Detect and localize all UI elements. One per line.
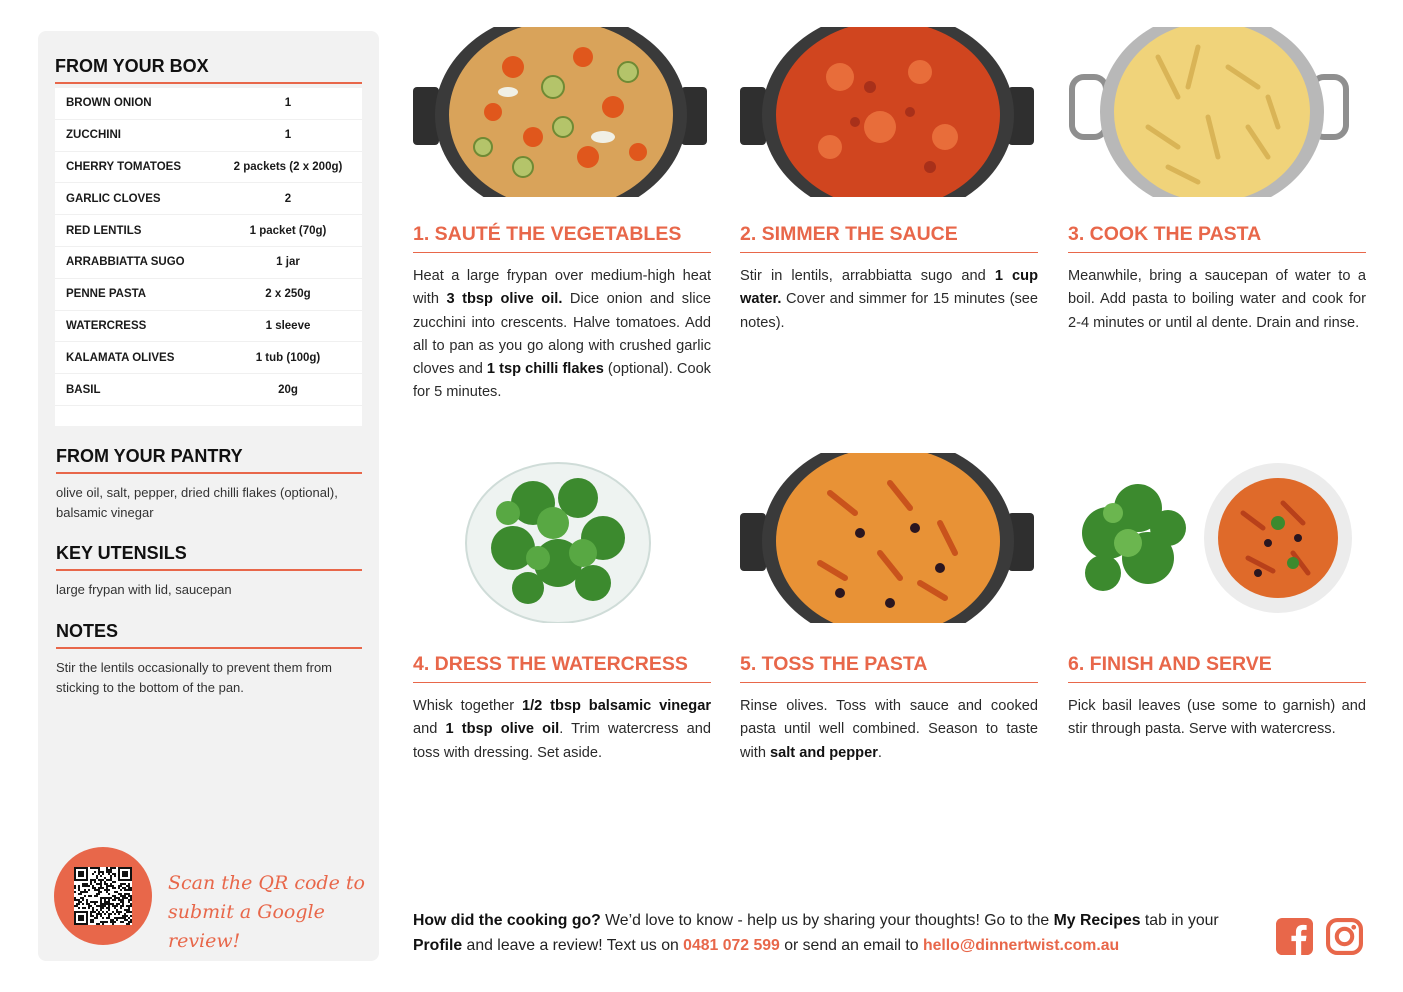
step-1 [413,27,711,405]
step-text-bold: 1 cup water. [740,268,1038,308]
step-4-body [413,695,711,765]
footer-email-link[interactable]: hello@dinnertwist.com.au [922,937,1120,954]
ingredient-row [55,342,362,374]
footer-text-1: We’d love to know - help us by sharing your thoughts! Go to the [600,912,1054,929]
step-text: . Trim watercress and toss with dressing. Set aside. [413,721,711,761]
step-text: Rinse olives. Toss with sauce and cooked pasta until well combined. Season to taste with [740,698,1038,761]
ingredient-row [55,215,362,247]
footer-text-2: tab in your [1140,912,1219,929]
instagram-icon[interactable] [1326,918,1363,955]
step-text-bold: 1/2 tbsp balsamic vinegar [521,698,711,714]
ingredient-name: KALAMATA OLIVES [66,351,175,364]
step-3 [1068,27,1366,335]
step-text-bold: 1 tbsp olive oil [445,721,560,738]
step-2 [740,27,1038,335]
ingredient-name: BROWN ONION [66,97,152,110]
ingredients-table [55,88,362,426]
step-3-body [1068,265,1366,335]
notes-title: NOTES [56,621,362,649]
ingredient-row [55,152,362,184]
ingredient-name: ARRABBIATTA SUGO [66,256,185,269]
footer-my-recipes: My Recipes [1053,912,1141,929]
footer-profile: Profile [413,937,463,954]
facebook-icon[interactable] [1276,918,1313,955]
ingredient-row [55,374,362,406]
ingredient-quantity: 1 [284,129,292,142]
step-2-body [740,265,1038,335]
ingredient-row [55,247,362,279]
ingredient-name: RED LENTILS [66,224,142,237]
sidebar [38,31,379,961]
pantry-section [56,446,362,523]
step-text: Whisk together [413,698,522,714]
ingredient-quantity: 1 [284,97,292,110]
ingredient-name: WATERCRESS [66,319,147,332]
step-text-bold: 3 tbsp olive oil. [446,291,563,308]
ingredient-quantity: 1 sleeve [265,319,311,332]
ingredient-row [55,311,362,343]
step-6-title: 6. FINISH AND SERVE [1068,653,1366,683]
step-4-photo-watercress-bowl [413,453,711,623]
step-text: . [877,744,882,761]
ingredient-name: GARLIC CLOVES [66,192,161,205]
ingredient-name: ZUCCHINI [66,129,121,142]
step-1-body [413,265,711,405]
step-5 [740,453,1038,765]
utensils-text: large frypan with lid, saucepan [56,582,232,597]
step-text: and [413,721,446,738]
step-4 [413,453,711,765]
notes-text: Stir the lentils occasionally to prevent them from sticking to the bottom of the pan. [56,660,333,695]
ingredient-name: PENNE PASTA [66,288,147,301]
step-text: Meanwhile, bring a saucepan of water to a boil. Add pasta to boiling water and cook for 2-4 minutes or until al dente. Drain and rinse. [1068,268,1366,331]
feedback-footer [413,908,1263,958]
step-1-photo-pan-vegetables [413,27,711,197]
pantry-text: olive oil, salt, pepper, dried chilli flakes (optional), balsamic vinegar [56,485,338,520]
ingredient-quantity: 2 x 250g [265,288,311,301]
footer-text-4: or send an email to [779,937,923,954]
ingredient-quantity: 1 tub (100g) [255,351,321,364]
step-text-bold: salt and pepper [770,744,878,761]
step-text: (optional). Cook for 5 minutes. [413,361,711,401]
ingredient-quantity: 20g [278,383,298,396]
ingredient-quantity: 2 packets (2 x 200g) [233,160,343,173]
ingredient-name: BASIL [66,383,101,396]
footer-text-3: and leave a review! Text us on [462,937,684,954]
qr-caption [168,869,368,956]
utensils-title: KEY UTENSILS [56,543,362,571]
step-text-bold: 1 tsp chilli flakes [486,361,604,378]
step-text: Heat a large frypan over medium-high heat with [413,268,711,308]
ingredient-quantity: 2 [284,192,292,205]
ingredient-row [55,279,362,311]
footer-question: How did the cooking go? [413,912,601,929]
footer-phone-link[interactable]: 0481 072 599 [683,937,780,954]
qr-caption-line2: submit a Google review! [168,901,325,952]
step-4-title: 4. DRESS THE WATERCRESS [413,653,711,683]
qr-code-icon [74,867,132,925]
notes-section [56,621,362,698]
qr-badge [54,847,152,945]
step-text: Stir in lentils, arrabbiatta sugo and [740,268,995,284]
ingredient-row [55,183,362,215]
step-text: Dice onion and slice zucchini into crescents. Halve tomatoes. Add all to pan as you go along with crushed garlic cloves and [413,291,712,378]
from-your-box-title: FROM YOUR BOX [55,56,362,84]
ingredient-quantity: 1 jar [276,256,300,269]
step-text: Pick basil leaves (use some to garnish) and stir through pasta. Serve with watercress. [1068,698,1366,738]
step-5-body [740,695,1038,765]
utensils-section [56,543,362,600]
step-6 [1068,453,1366,742]
step-3-photo-colander-pasta [1068,27,1366,197]
ingredient-quantity: 1 packet (70g) [249,224,327,237]
ingredient-row [55,88,362,120]
step-2-title: 2. SIMMER THE SAUCE [740,223,1038,253]
ingredient-row [55,120,362,152]
step-6-photo-plated-dish [1068,453,1366,623]
ingredient-name: CHERRY TOMATOES [66,160,182,173]
step-5-title: 5. TOSS THE PASTA [740,653,1038,683]
qr-caption-line1: Scan the QR code to [168,872,365,894]
qr-code[interactable] [74,867,132,925]
pantry-title: FROM YOUR PANTRY [56,446,362,474]
step-text: Cover and simmer for 15 minutes (see notes). [740,291,1038,331]
step-5-photo-pan-pasta [740,453,1038,623]
step-1-title: 1. SAUTÉ THE VEGETABLES [413,223,711,253]
step-6-body [1068,695,1366,742]
step-2-photo-pan-sauce [740,27,1038,197]
step-3-title: 3. COOK THE PASTA [1068,223,1366,253]
